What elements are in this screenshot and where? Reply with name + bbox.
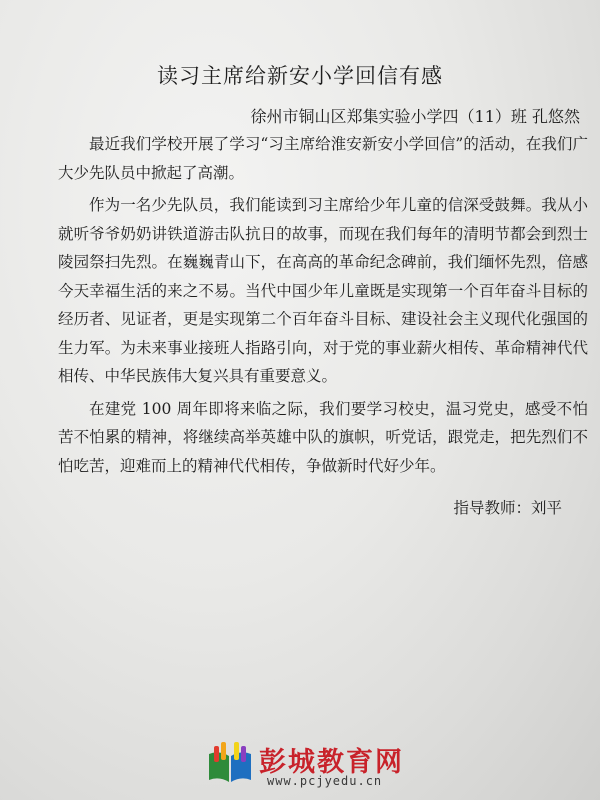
site-watermark	[205, 738, 445, 792]
document-title: 读习主席给新安小学回信有感	[157, 64, 443, 88]
document-body	[58, 130, 588, 484]
paragraph-2: 作为一名少先队员，我们能读到习主席给少年儿童的信深受鼓舞。我从小就听爷爷奶奶讲铁道游击队抗日的故事，而现在我们每年的清明节都会到烈士陵园祭扫先烈。在巍巍青山下，在高高的革命纪念碑前，我们缅怀先烈，倍感今天幸福生活的来之不易。当代中国少年儿童既是实现第一个百年奋斗目标的经历者、见证者，更是实现第二个百年奋斗目标、建设社会主义现代化强国的生力军。为未来事业接班人指路引向，对于党的事业薪火相传、革命精神代代相传、中华民族伟大复兴具有重要意义。	[58, 196, 588, 385]
paragraph-1: 最近我们学校开展了学习“习主席给淮安新安小学回信”的活动，在我们广大少先队员中掀起了高潮。	[58, 135, 588, 182]
book-logo-icon	[205, 740, 255, 788]
watermark-site-name: 彭城教育网	[259, 747, 404, 778]
paragraph-3: 在建党 100 周年即将来临之际，我们要学习校史，温习党史，感受不怕苦不怕累的精神，将继续高举英雄中队的旗帜，听党话，跟党走，把先烈们不怕吃苦，迎难而上的精神代代相传，争做新时代好少年。	[58, 399, 588, 475]
author-line: 徐州市铜山区郑集实验小学四（11）班 孔悠然	[250, 107, 580, 126]
teacher-line: 指导教师：刘平	[453, 499, 562, 517]
watermark-url: www.pcjyedu.cn	[267, 774, 383, 788]
